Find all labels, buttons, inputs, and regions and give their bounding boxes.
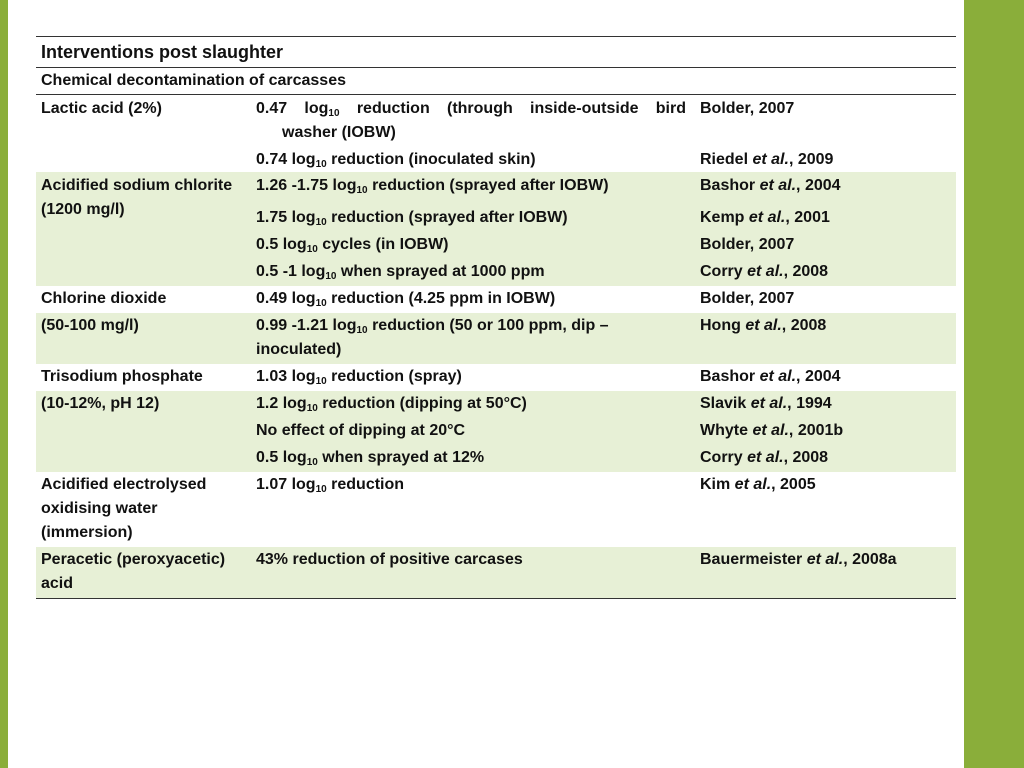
reference-cell bbox=[696, 548, 956, 596]
table-row-chlorine-dioxide bbox=[36, 286, 956, 313]
table-row-acidified-sodium-chlorite bbox=[36, 172, 956, 286]
reference-cell bbox=[696, 365, 956, 389]
reduction-text: 0.5 $\log_{10}$ cycles (in IOBW) bbox=[256, 236, 449, 255]
subscript: 10 bbox=[315, 484, 327, 495]
intervention-name-line: (immersion) bbox=[41, 524, 133, 541]
subscript: 10 bbox=[315, 217, 327, 228]
reference: Riedel et al., 2009 bbox=[700, 151, 834, 168]
reduction-text: No effect of dipping at 20°C bbox=[256, 422, 466, 439]
reduction-cell bbox=[256, 97, 696, 172]
intervention-name bbox=[36, 473, 256, 545]
intervention-name bbox=[36, 287, 256, 311]
reduction-word: 0.47 bbox=[256, 100, 288, 117]
reference: Corry et al., 2008 bbox=[700, 449, 829, 466]
table-row-peracetic-acid bbox=[36, 547, 956, 598]
reduction-cell bbox=[256, 365, 696, 389]
reduction-cell bbox=[256, 314, 696, 362]
reduction-word: bird bbox=[655, 100, 686, 117]
table-row-chlorine-dioxide-dose bbox=[36, 313, 956, 364]
reference: Kim et al., 2005 bbox=[700, 476, 816, 493]
table-row-trisodium-phosphate-dose bbox=[36, 391, 956, 472]
reduction-cell bbox=[256, 174, 696, 284]
reference-cell bbox=[696, 287, 956, 311]
intervention-name-line: Trisodium phosphate bbox=[41, 368, 203, 385]
reduction-text: 1.03 $\log_{10}$ reduction (spray) bbox=[256, 368, 462, 387]
reference: Corry et al., 2008 bbox=[700, 263, 829, 280]
intervention-name-line: oxidising water bbox=[41, 500, 158, 517]
table-title: Interventions post slaughter bbox=[41, 42, 284, 62]
reference: Bolder, 2007 bbox=[700, 236, 795, 253]
subscript: 10 bbox=[306, 244, 318, 255]
intervention-name bbox=[36, 314, 256, 362]
reference: Bolder, 2007 bbox=[700, 290, 795, 307]
interventions-table bbox=[36, 36, 956, 599]
reduction-text: 0.5 $\log_{10}$ when sprayed at 12% bbox=[256, 449, 485, 468]
reduction-word: inside-outside bbox=[530, 100, 639, 117]
reduction-word: (through bbox=[447, 100, 513, 117]
reduction-text-cont: inoculated) bbox=[256, 341, 342, 358]
subscript: 10 bbox=[325, 271, 337, 282]
reduction-text: 1.75 $\log_{10}$ reduction (sprayed after IOBW) bbox=[256, 209, 568, 228]
intervention-name-line: Acidified electrolysed bbox=[41, 476, 207, 493]
reduction-text: 0.99 -1.21 $\log_{10}$ reduction (50 or 100 ppm, dip – bbox=[256, 317, 609, 336]
intervention-name-line: acid bbox=[41, 575, 74, 592]
reference: Bauermeister et al., 2008a bbox=[700, 551, 897, 568]
reference: Bashor et al., 2004 bbox=[700, 368, 841, 385]
reduction-text-cont: washer (IOBW) bbox=[282, 124, 396, 141]
intervention-name-line: (1200 mg/l) bbox=[41, 201, 125, 218]
reduction-text bbox=[256, 97, 696, 121]
reduction-text: 1.26 -1.75 $\log_{10}$ reduction (sprayed after IOBW) bbox=[256, 177, 609, 196]
reduction-text: 0.49 $\log_{10}$ reduction (4.25 ppm in IOBW) bbox=[256, 290, 556, 309]
subscript: 10 bbox=[315, 159, 327, 170]
table-row-lactic-acid bbox=[36, 95, 956, 172]
reference-cell bbox=[696, 97, 956, 172]
intervention-name-line: Chlorine dioxide bbox=[41, 290, 167, 307]
intervention-name bbox=[36, 97, 256, 172]
subscript: 10 bbox=[356, 325, 368, 336]
subscript: 10 bbox=[328, 108, 340, 119]
intervention-name-line: Lactic acid (2%) bbox=[41, 100, 162, 117]
right-accent-bar bbox=[964, 0, 1024, 768]
reference: Hong et al., 2008 bbox=[700, 317, 827, 334]
intervention-name bbox=[36, 174, 256, 284]
left-accent-bar bbox=[0, 0, 8, 768]
subscript: 10 bbox=[306, 457, 318, 468]
subscript: 10 bbox=[306, 403, 318, 414]
reduction-word: log bbox=[304, 100, 329, 117]
table-subtitle: Chemical decontamination of carcasses bbox=[41, 72, 346, 89]
subscript: 10 bbox=[356, 185, 368, 196]
reference: Kemp et al., 2001 bbox=[700, 209, 830, 226]
reduction-cell bbox=[256, 473, 696, 545]
reduction-cell bbox=[256, 548, 696, 596]
reduction-text: 1.07 $\log_{10}$ reduction bbox=[256, 476, 405, 495]
intervention-name bbox=[36, 365, 256, 389]
subscript: 10 bbox=[315, 376, 327, 387]
reference-cell bbox=[696, 174, 956, 284]
subscript: 10 bbox=[315, 298, 327, 309]
reference: Bolder, 2007 bbox=[700, 100, 795, 117]
reference-cell bbox=[696, 314, 956, 362]
reduction-text: 1.2 $\log_{10}$ reduction (dipping at 50°C) bbox=[256, 395, 527, 414]
table-row-trisodium-phosphate bbox=[36, 364, 956, 391]
intervention-name bbox=[36, 548, 256, 596]
reference-cell bbox=[696, 392, 956, 470]
intervention-name-line: Peracetic (peroxyacetic) bbox=[41, 551, 226, 568]
intervention-name bbox=[36, 392, 256, 470]
table-bottom-rule bbox=[36, 598, 956, 599]
reference: Bashor et al., 2004 bbox=[700, 177, 841, 194]
reduction-cell bbox=[256, 287, 696, 311]
intervention-name-line: Acidified sodium chlorite bbox=[41, 177, 233, 194]
intervention-name-line: (10-12%, pH 12) bbox=[41, 395, 160, 412]
reference: Whyte et al., 2001b bbox=[700, 422, 844, 439]
reduction-text: 0.5 -1 $\log_{10}$ when sprayed at 1000 ppm bbox=[256, 263, 545, 282]
table-row-electrolysed-water bbox=[36, 472, 956, 547]
intervention-name-line: (50-100 mg/l) bbox=[41, 317, 139, 334]
reduction-cell bbox=[256, 392, 696, 470]
reference-cell bbox=[696, 473, 956, 545]
reduction-text: 0.74 $\log_{10}$ reduction (inoculated skin) bbox=[256, 151, 536, 170]
reference: Slavik et al., 1994 bbox=[700, 395, 832, 412]
reduction-text: 43% reduction of positive carcases bbox=[256, 551, 523, 568]
reduction-word: reduction bbox=[356, 100, 430, 117]
